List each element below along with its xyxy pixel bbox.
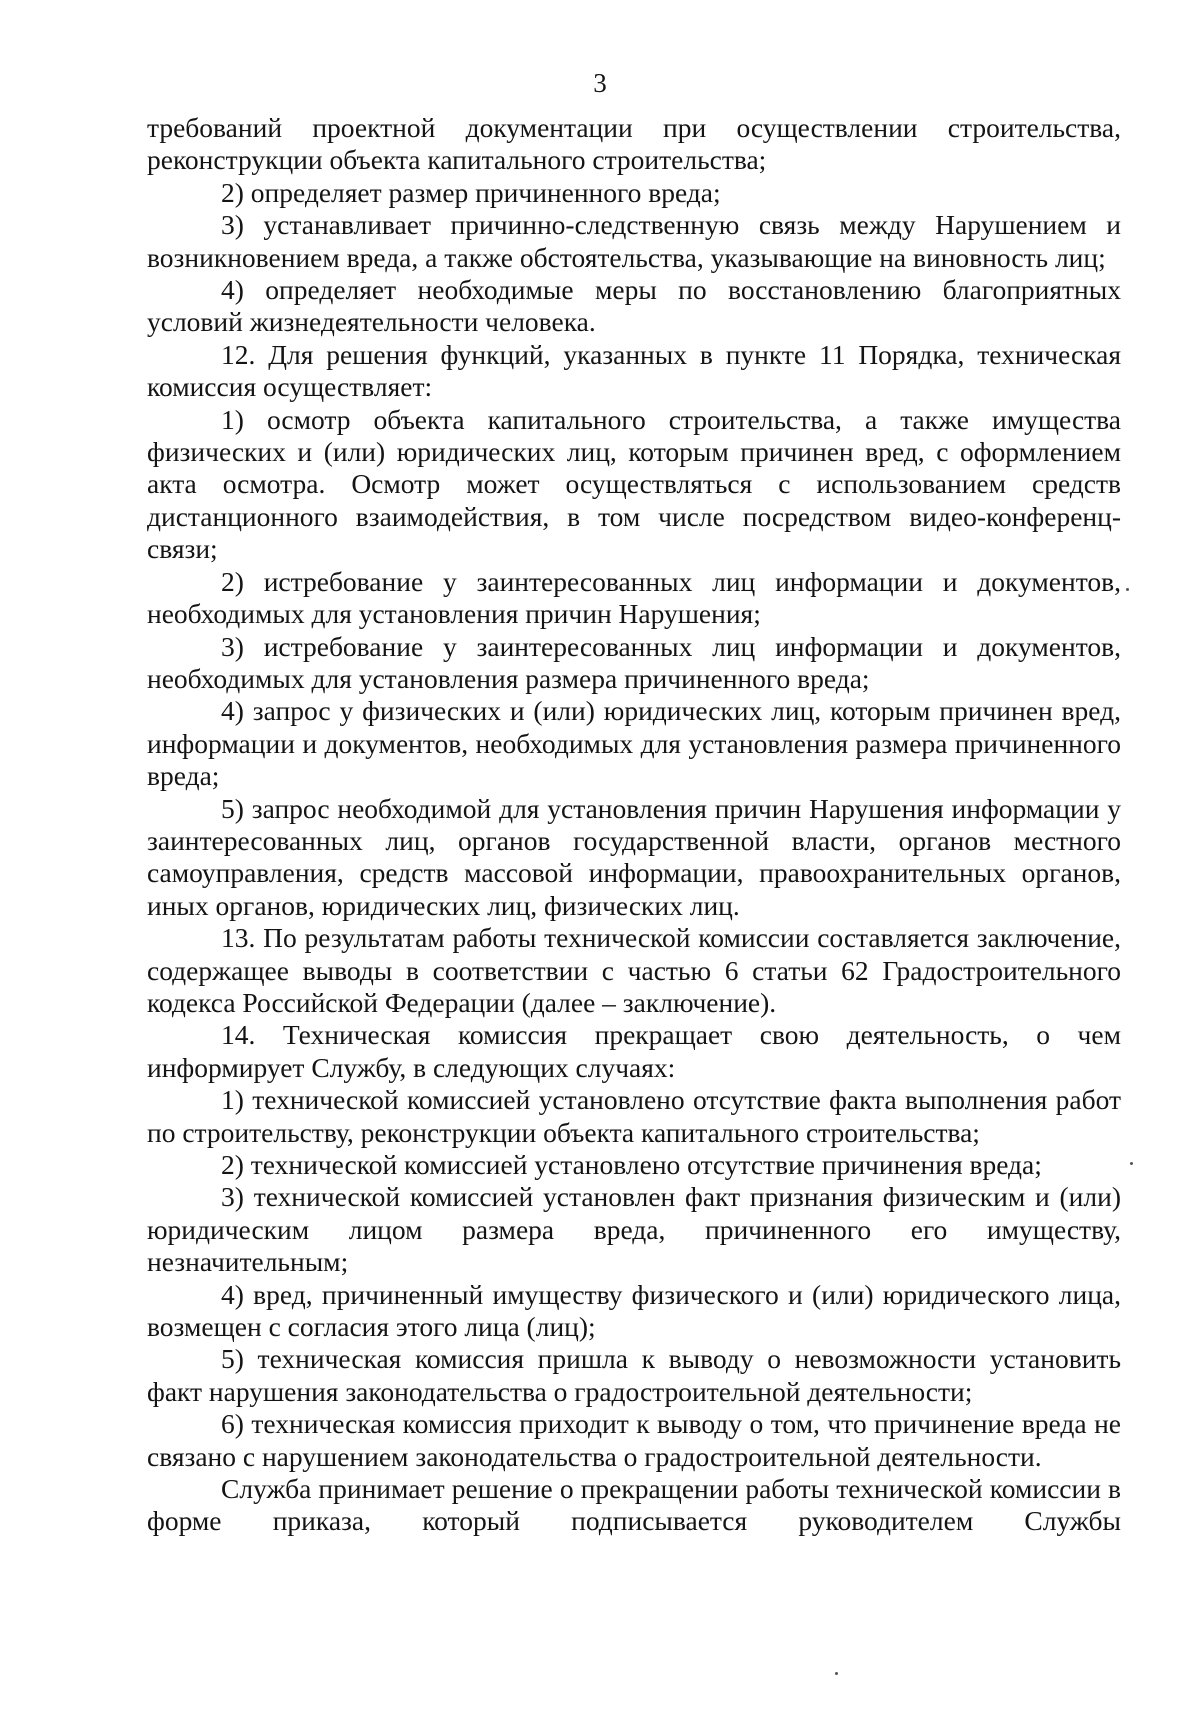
paragraph: 6) техническая комиссия приходит к выводу о том, что причинение вреда не связано с нарушением законодательства о градостроительной деятельности.: [147, 1408, 1121, 1472]
scan-speck: [835, 1672, 838, 1675]
scan-speck: [1126, 588, 1129, 591]
page-number: 3: [593, 68, 607, 98]
paragraph: 5) запрос необходимой для установления причин Нарушения информации у заинтересованных лиц, органов государственной власти, органов местного самоуправления, средств массовой информации, правоохранительных органов, иных органов, юридических лиц, физических лиц.: [147, 792, 1121, 921]
paragraph: требований проектной документации при осуществлении строительства, реконструкции объекта капитального строительства;: [147, 112, 1121, 176]
paragraph: 4) определяет необходимые меры по восстановлению благоприятных условий жизнедеятельности человека.: [147, 274, 1121, 338]
paragraph: Служба принимает решение о прекращении работы технической комиссии в форме приказа, который подписывается руководителем Службы: [147, 1473, 1121, 1537]
paragraph: 4) запрос у физических и (или) юридических лиц, которым причинен вред, информации и документов, необходимых для установления размера причиненного вреда;: [147, 695, 1121, 792]
paragraph: 3) технической комиссией установлен факт признания физическим и (или) юридическим лицом размера вреда, причиненного его имуществу, незначительным;: [147, 1181, 1121, 1278]
document-body: [147, 112, 1121, 1538]
paragraph: 2) технической комиссией установлено отсутствие причинения вреда;: [221, 1149, 1042, 1180]
paragraph: 5) техническая комиссия пришла к выводу о невозможности установить факт нарушения законодательства о градостроительной деятельности;: [147, 1343, 1121, 1407]
paragraph: 4) вред, причиненный имуществу физического и (или) юридического лица, возмещен с согласия этого лица (лиц);: [147, 1278, 1121, 1343]
paragraph: 12. Для решения функций, указанных в пункте 11 Порядка, техническая комиссия осуществляет:: [147, 338, 1121, 403]
paragraph: 13. По результатам работы технической комиссии составляется заключение, содержащее выводы в соответствии с частью 6 статьи 62 Градостроительного кодекса Российской Федерации (далее – заключение).: [147, 922, 1121, 1018]
scan-speck: [1130, 1162, 1133, 1165]
paragraph: 3) истребование у заинтересованных лиц информации и документов, необходимых для установления размера причиненного вреда;: [147, 630, 1121, 694]
paragraph: 1) технической комиссией установлено отсутствие факта выполнения работ по строительству, реконструкции объекта капитального строительства;: [147, 1084, 1121, 1148]
paragraph: 1) осмотр объекта капитального строительства, а также имущества физических и (или) юридических лиц, которым причинен вред, с оформлением акта осмотра. Осмотр может осуществляться с использованием средств дистанционного взаимодействия, в том числе посредством видео-конференц-связи;: [147, 403, 1121, 565]
paragraph: 2) определяет размер причиненного вреда;: [221, 176, 721, 208]
paragraph: 3) устанавливает причинно-следственную связь между Нарушением и возникновением вреда, а также обстоятельства, указывающие на виновность лиц;: [147, 209, 1121, 273]
paragraph: 2) истребование у заинтересованных лиц информации и документов, необходимых для установления причин Нарушения;: [147, 565, 1121, 630]
paragraph: 14. Техническая комиссия прекращает свою деятельность, о чем информирует Службу, в следующих случаях:: [147, 1019, 1121, 1083]
